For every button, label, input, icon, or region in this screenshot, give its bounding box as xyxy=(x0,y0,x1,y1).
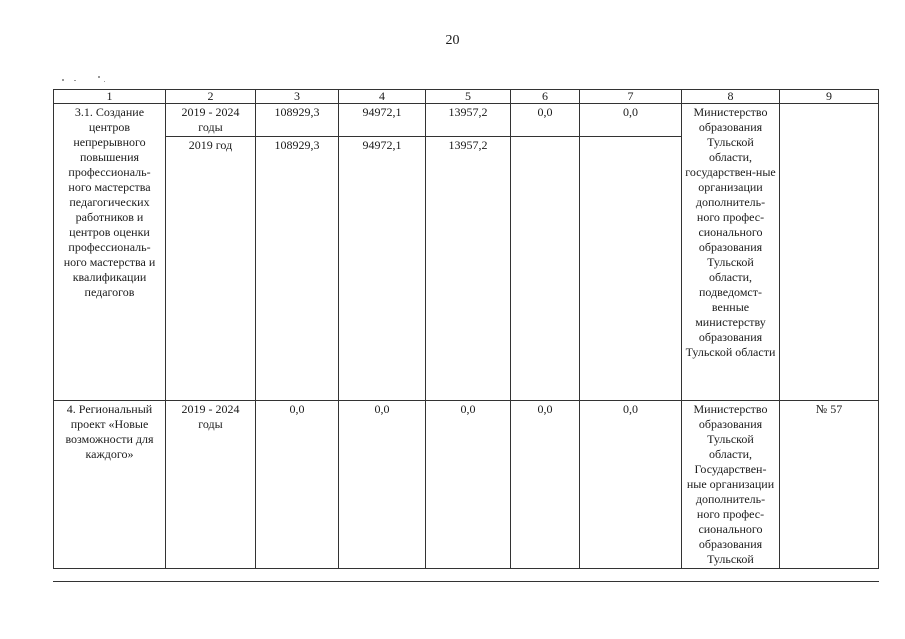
executors-cell: Министерство образования Тульской области, Государствен-ные организации дополнитель-ного профес-сионального образования Тульской xyxy=(682,401,780,569)
regional-budget-cell: 0,0 xyxy=(426,401,511,569)
municipal-budget-cell: 0,0 xyxy=(511,401,580,569)
table-bottom-edge xyxy=(53,581,879,582)
total-cell: 108929,3 xyxy=(256,137,339,401)
column-header: 9 xyxy=(780,90,879,104)
table-row xyxy=(54,401,879,569)
executors-cell: Министерство образования Тульской области, государствен-ные организации дополнитель-ного профес-сионального образования Тульской области, подведомст-венные министерству образования Тульской области xyxy=(682,104,780,401)
other-sources-cell: 0,0 xyxy=(580,401,682,569)
regional-budget-cell: 13957,2 xyxy=(426,104,511,137)
scan-speck xyxy=(104,81,105,82)
column-header: 5 xyxy=(426,90,511,104)
other-sources-cell: 0,0 xyxy=(580,104,682,137)
scan-speck xyxy=(62,79,64,81)
note-cell xyxy=(780,104,879,401)
column-header: 1 xyxy=(54,90,166,104)
regional-budget-cell: 13957,2 xyxy=(426,137,511,401)
period-cell: 2019 - 2024 годы xyxy=(166,104,256,137)
table-row xyxy=(54,104,879,137)
column-header: 3 xyxy=(256,90,339,104)
column-header: 7 xyxy=(580,90,682,104)
total-cell: 0,0 xyxy=(256,401,339,569)
column-header: 6 xyxy=(511,90,580,104)
scan-speck xyxy=(74,80,76,81)
measure-name-cell: 4. Региональный проект «Новые возможности для каждого» xyxy=(54,401,166,569)
note-cell: № 57 xyxy=(780,401,879,569)
municipal-budget-cell: 0,0 xyxy=(511,104,580,137)
period-cell: 2019 - 2024 годы xyxy=(166,401,256,569)
column-header: 8 xyxy=(682,90,780,104)
measure-name-cell: 3.1. Создание центров непрерывного повышения профессиональ-ного мастерства педагогических работников и центров оценки профессиональ-ного мастерства и квалификации педагогов xyxy=(54,104,166,401)
column-header: 2 xyxy=(166,90,256,104)
scan-speck xyxy=(98,76,100,78)
header-row xyxy=(54,90,879,104)
page-number: 20 xyxy=(445,33,460,48)
federal-budget-cell: 94972,1 xyxy=(339,137,426,401)
budget-table xyxy=(53,89,879,569)
other-sources-cell xyxy=(580,137,682,401)
federal-budget-cell: 94972,1 xyxy=(339,104,426,137)
total-cell: 108929,3 xyxy=(256,104,339,137)
column-header: 4 xyxy=(339,90,426,104)
federal-budget-cell: 0,0 xyxy=(339,401,426,569)
municipal-budget-cell xyxy=(511,137,580,401)
period-cell: 2019 год xyxy=(166,137,256,401)
